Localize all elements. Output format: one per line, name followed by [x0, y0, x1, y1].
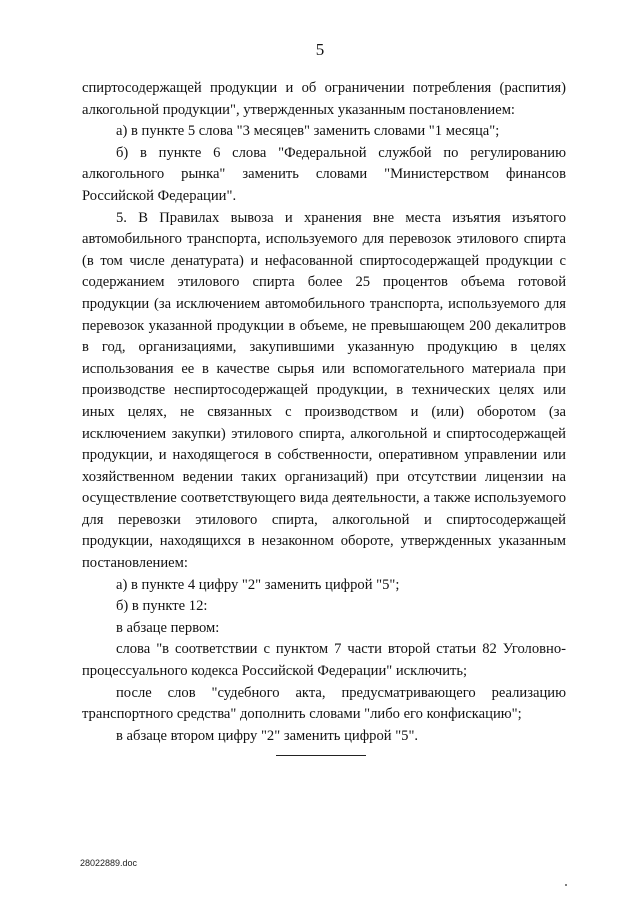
paragraph-section-5: 5. В Правилах вывоза и хранения вне места изъятия изъятого автомобильного транспорта, используемого для перевозок этилового спирта (в том числе денатурата) и нефасованной спиртосодержащей продукции с содержанием этилового спирта более 25 процентов объема готовой продукции (за исключением автомобильного транспорта, используемого для перевозок указанной продукции в объеме, не превышающем 200 декалитров в год, организациями, закупившими указанную продукцию в целях использования ее в качестве сырья или вспомогательного материала при производстве неспиртосодержащей продукции, в технических целях или иных целях, не связанных с производством и (или) оборотом (за исключением закупки) этилового спирта, алкогольной и спиртосодержащей продукции, и находящегося в собственности, оперативном управлении или хозяйственном ведении таких организаций) при отсутствии лицензии на осуществление соответствующего вида деятельности, а также используемого для перевозки этилового спирта, алкогольной и спиртосодержащей продукции, находящихся в незаконном обороте, утвержденных указанным постановлением: — [82, 209, 566, 572]
page-number: 5 — [315, 40, 325, 59]
paragraph-second-abzac: в абзаце втором цифру "2" заменить цифрой "5". — [116, 727, 419, 744]
document-code: 28022889.doc — [80, 858, 138, 868]
paragraph-item-b: б) в пункте 6 слова "Федеральной службой по регулированию алкогольного рынка" заменить словами "Министерством финансов Российской Федерации". — [82, 144, 566, 204]
paragraph-exclude-words: слова "в соответствии с пунктом 7 части второй статьи 82 Уголовно-процессуального кодекса Российской Федерации" исключить; — [82, 641, 566, 680]
paragraph-continuation: спиртосодержащей продукции и об ограничении потребления (распития) алкогольной продукции", утвержденных указанным постановлением: — [82, 80, 566, 118]
separator-line — [276, 755, 366, 756]
paragraph-item-b-2: б) в пункте 12: — [116, 598, 208, 615]
paragraph-item-a: а) в пункте 5 слова "3 месяцев" заменить словами "1 месяца"; — [116, 123, 500, 140]
scan-mark — [565, 884, 567, 886]
paragraph-add-words: после слов "судебного акта, предусматривающего реализацию транспортного средства" дополнить словами "либо его конфискацию"; — [82, 684, 566, 723]
paragraph-first-abzac: в абзаце первом: — [116, 619, 220, 636]
document-body — [82, 78, 566, 747]
paragraph-item-a-2: а) в пункте 4 цифру "2" заменить цифрой "5"; — [116, 576, 400, 593]
